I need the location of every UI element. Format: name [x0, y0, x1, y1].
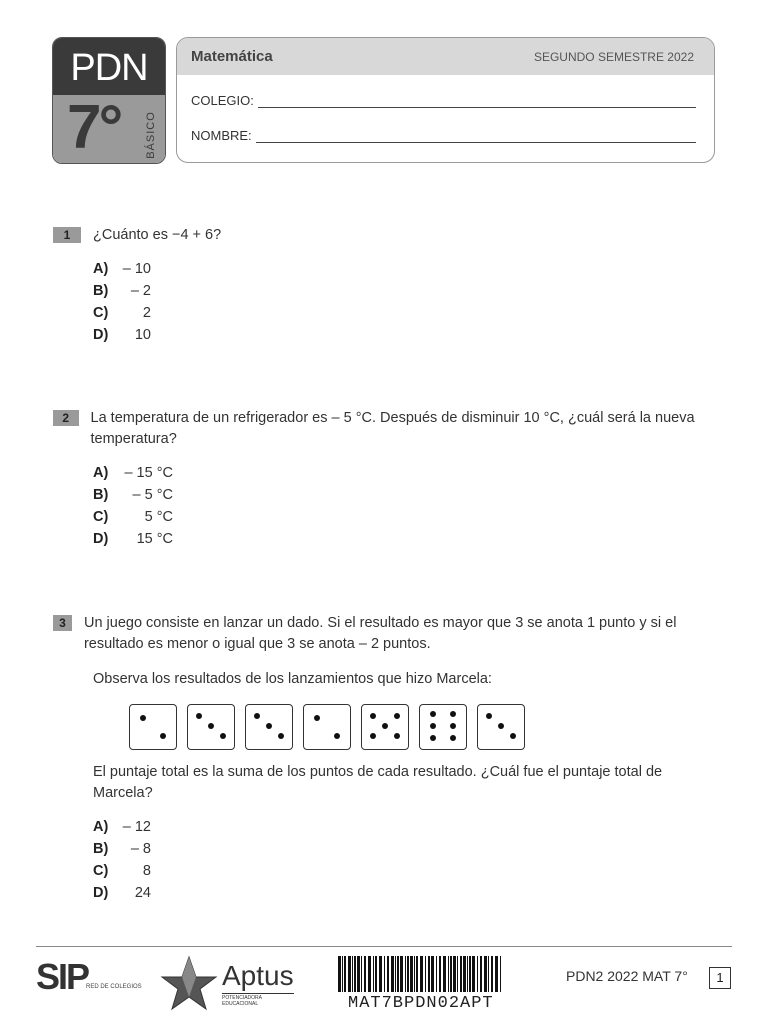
barcode-bar — [373, 956, 374, 992]
grade-label: 7° — [67, 93, 121, 162]
die-pip — [498, 723, 504, 729]
die-pip — [196, 713, 202, 719]
barcode-bar — [342, 956, 343, 992]
footer-divider — [36, 946, 732, 947]
die-pip — [370, 733, 376, 739]
question-text: ¿Cuánto es −4 + 6? — [93, 227, 222, 243]
barcode-bar — [354, 956, 356, 992]
barcode-text: MAT7BPDN02APT — [348, 994, 494, 1013]
school-label: COLEGIO: — [191, 93, 254, 108]
aptus-subtitle: POTENCIADORA EDUCACIONAL — [222, 993, 294, 1007]
options-list — [93, 258, 723, 346]
die-face-3 — [477, 704, 525, 750]
barcode-bar — [420, 956, 423, 992]
brand-label: PDN — [53, 38, 165, 95]
question-number: 3 — [53, 615, 72, 631]
question-text: La temperatura de un refrigerador es – 5 °C. Después de disminuir 10 °C, ¿cuál será la nueva temperatura? — [90, 410, 695, 447]
barcode-bar — [352, 956, 353, 992]
level-label: BÁSICO — [145, 111, 157, 159]
option-c[interactable]: C) 5 °C — [93, 509, 173, 525]
barcode-bar — [469, 956, 471, 992]
barcode-bar — [384, 956, 385, 992]
barcode-bar — [416, 956, 418, 992]
barcode-bar — [379, 956, 382, 992]
dice-results — [129, 704, 723, 750]
die-pip — [160, 733, 166, 739]
question-number: 1 — [53, 227, 81, 243]
barcode-bar — [460, 956, 462, 992]
question-2 — [53, 410, 723, 550]
question-1 — [53, 227, 723, 346]
semester-label: SEGUNDO SEMESTRE 2022 — [533, 49, 694, 64]
barcode-bar — [407, 956, 409, 992]
die-pip — [220, 733, 226, 739]
barcode-bar — [375, 956, 377, 992]
school-field[interactable] — [258, 93, 696, 108]
aptus-logo: Aptus — [222, 960, 294, 991]
die-pip — [450, 735, 456, 741]
option-a[interactable]: A) – 10 — [93, 261, 151, 277]
option-b[interactable]: B) – 5 °C — [93, 487, 173, 503]
question-text: Un juego consiste en lanzar un dado. Si el resultado es mayor que 3 se anota 1 punto y si el resultado es menor o igual que 3 se anota – 2 puntos. — [83, 615, 677, 652]
name-field[interactable] — [256, 128, 696, 143]
die-pip — [140, 715, 146, 721]
barcode-bar — [425, 956, 426, 992]
barcode-bar — [495, 956, 498, 992]
observe-text: Observa los resultados de los lanzamientos que hizo Marcela: — [93, 671, 492, 687]
option-d[interactable]: D) 24 — [93, 885, 151, 901]
option-d[interactable]: D) 10 — [93, 327, 151, 343]
barcode-bar — [431, 956, 434, 992]
die-pip — [450, 723, 456, 729]
die-pip — [450, 711, 456, 717]
barcode-bar — [443, 956, 446, 992]
die-face-3 — [245, 704, 293, 750]
die-pip — [510, 733, 516, 739]
options-list — [93, 816, 723, 904]
die-face-2 — [303, 704, 351, 750]
option-b[interactable]: B) – 8 — [93, 841, 151, 857]
question-prompt: El puntaje total es la suma de los puntos de cada resultado. ¿Cuál fue el puntaje total de Marcela? — [93, 764, 663, 801]
barcode-bar — [410, 956, 413, 992]
aptus-star-icon — [160, 955, 218, 1013]
barcode-bar — [480, 956, 482, 992]
barcode-bar — [457, 956, 458, 992]
barcode-bar — [500, 956, 501, 992]
barcode-bar — [477, 956, 478, 992]
barcode-bar — [338, 956, 341, 992]
die-face-6 — [419, 704, 467, 750]
barcode-bar — [453, 956, 456, 992]
barcode-bar — [439, 956, 441, 992]
barcode-bar — [397, 956, 399, 992]
barcode-bar — [467, 956, 468, 992]
die-face-2 — [129, 704, 177, 750]
option-c[interactable]: C) 8 — [93, 863, 151, 879]
die-pip — [208, 723, 214, 729]
barcode-bar — [344, 956, 346, 992]
die-pip — [486, 713, 492, 719]
die-face-5 — [361, 704, 409, 750]
barcode-bar — [400, 956, 403, 992]
student-info-form — [176, 37, 715, 163]
option-a[interactable]: A) – 15 °C — [93, 465, 173, 481]
die-pip — [266, 723, 272, 729]
barcode-bar — [361, 956, 362, 992]
question-3 — [53, 615, 723, 904]
die-pip — [382, 723, 388, 729]
die-pip — [254, 713, 260, 719]
name-label: NOMBRE: — [191, 128, 252, 143]
sip-logo: SIP — [36, 956, 89, 997]
die-face-3 — [187, 704, 235, 750]
barcode-bar — [414, 956, 415, 992]
option-d[interactable]: D) 15 °C — [93, 531, 173, 547]
die-pip — [334, 733, 340, 739]
sip-subtitle: RED DE COLEGIOS — [86, 984, 142, 990]
die-pip — [430, 735, 436, 741]
die-pip — [430, 723, 436, 729]
barcode-bar — [428, 956, 430, 992]
barcode-bar — [472, 956, 475, 992]
die-pip — [394, 733, 400, 739]
barcode-bar — [395, 956, 396, 992]
document-code: PDN2 2022 MAT 7° — [566, 968, 688, 984]
option-c[interactable]: C) 2 — [93, 305, 151, 321]
barcode-bar — [348, 956, 351, 992]
barcode-bar — [364, 956, 366, 992]
barcode-bar — [436, 956, 437, 992]
barcode-bar — [484, 956, 487, 992]
barcode-bar — [491, 956, 493, 992]
pdn-grade-badge — [52, 37, 166, 164]
barcode-bar — [450, 956, 452, 992]
die-pip — [430, 711, 436, 717]
die-pip — [314, 715, 320, 721]
barcode-bar — [405, 956, 406, 992]
page-number: 1 — [709, 967, 731, 989]
option-a[interactable]: A) – 12 — [93, 819, 151, 835]
barcode-bar — [448, 956, 449, 992]
die-pip — [370, 713, 376, 719]
subject-title: Matemática — [191, 48, 273, 65]
barcode-bar — [391, 956, 394, 992]
die-pip — [394, 713, 400, 719]
barcode-bar — [368, 956, 371, 992]
options-list — [93, 462, 723, 550]
barcode-bar — [488, 956, 489, 992]
barcode-bar — [463, 956, 466, 992]
barcode-bar — [387, 956, 389, 992]
barcode — [338, 956, 504, 992]
die-pip — [278, 733, 284, 739]
option-b[interactable]: B) – 2 — [93, 283, 151, 299]
question-number: 2 — [53, 410, 79, 426]
barcode-bar — [357, 956, 360, 992]
